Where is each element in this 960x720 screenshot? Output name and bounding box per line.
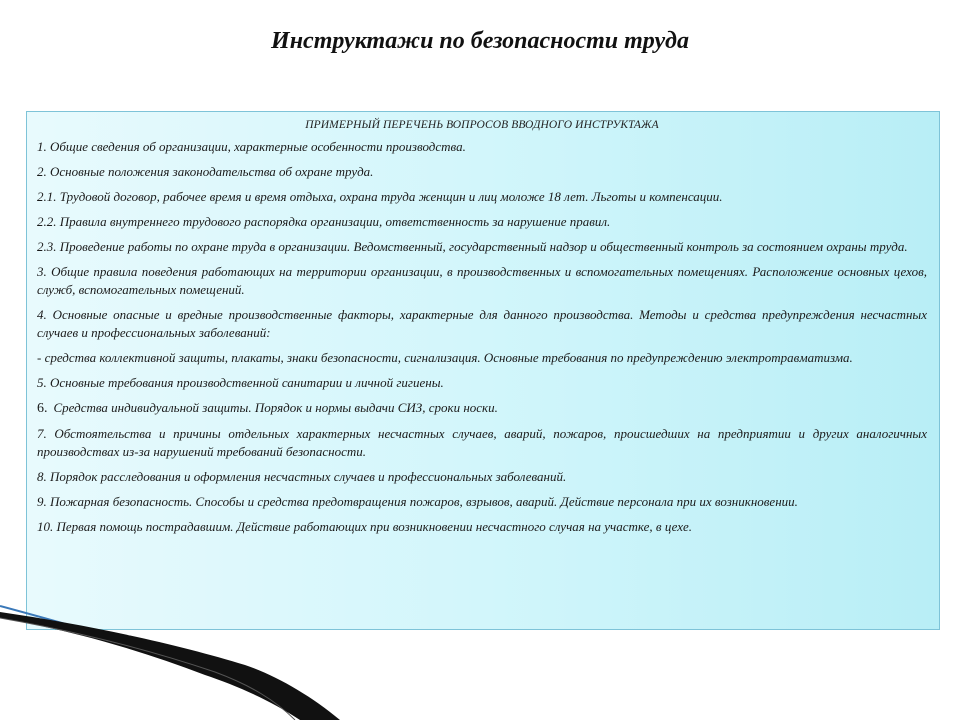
list-item: 2.3. Проведение работы по охране труда в организации. Ведомственный, государственный надзор и общественный контроль за состоянием охраны труда. <box>37 239 908 254</box>
swoosh-thin-line <box>0 618 295 720</box>
list-item: 10. Первая помощь пострадавшим. Действие работающих при возникновении несчастного случая на участке, в цехе. <box>37 519 693 534</box>
list-item: 5. Основные требования производственной санитарии и личной гигиены. <box>37 375 444 390</box>
list-item: 1. Общие сведения об организации, характерные особенности производства. <box>37 139 466 154</box>
panel-heading: ПРИМЕРНЫЙ ПЕРЕЧЕНЬ ВОПРОСОВ ВВОДНОГО ИНСТРУКТАЖА <box>305 119 659 131</box>
list-item: 2.2. Правила внутреннего трудового распорядка организации, ответственность за нарушение правил. <box>37 214 611 229</box>
list-item-6 <box>37 399 927 418</box>
list-item: 2. Основные положения законодательства об охране труда. <box>37 164 374 179</box>
questions-panel <box>26 111 940 630</box>
list-item: 4. Основные опасные и вредные производственные факторы, характерные для данного производства. Методы и средства предупреждения несчастных случаев и профессиональных заболеваний: <box>37 307 927 340</box>
list-item: - средства коллективной защиты, плакаты, знаки безопасности, сигнализация. Основные требования по предупреждению электротравматизма. <box>37 350 853 365</box>
list-item-number: 6. <box>37 401 48 416</box>
list-item: 3. Общие правила поведения работающих на территории организации, в производственных и вспомогательных помещениях. Расположение основных цехов, служб, вспомогательных помещений. <box>37 264 927 297</box>
page-title: Инструктажи по безопасности труда <box>271 28 689 54</box>
list-item: 9. Пожарная безопасность. Способы и средства предотвращения пожаров, взрывов, аварий. Действие персонала при их возникновении. <box>37 494 798 509</box>
list-item: 7. Обстоятельства и причины отдельных характерных несчастных случаев, аварий, пожаров, происшедших на предприятии и других аналогичных производствах из-за нарушений требований безопасности. <box>37 426 927 459</box>
list-item: 8. Порядок расследования и оформления несчастных случаев и профессиональных заболеваний. <box>37 469 567 484</box>
list-item-text: Средства индивидуальной защиты. Порядок и нормы выдачи СИЗ, сроки носки. <box>53 400 498 415</box>
list-item: 2.1. Трудовой договор, рабочее время и время отдыха, охрана труда женщин и лиц моложе 18 лет. Льготы и компенсации. <box>37 189 723 204</box>
